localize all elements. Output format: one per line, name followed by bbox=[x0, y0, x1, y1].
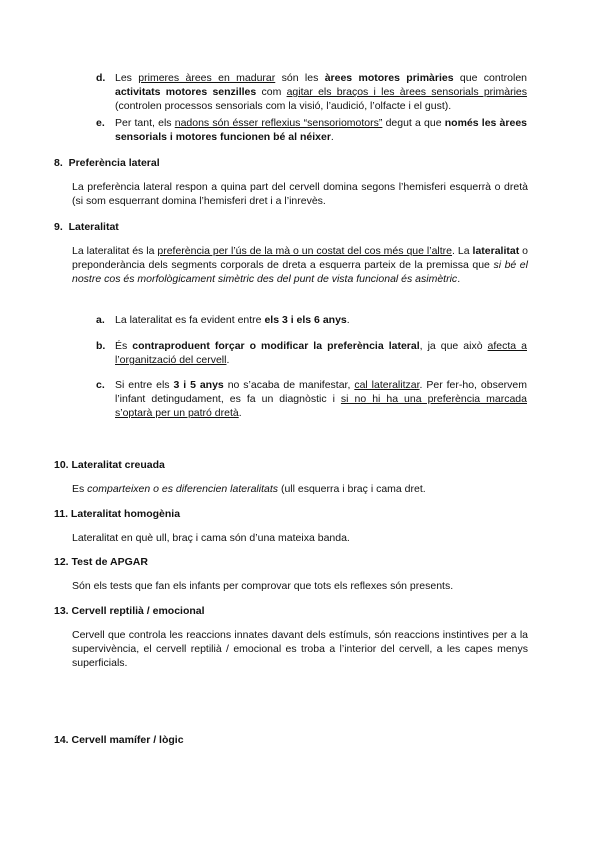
text-run: àrees motores primàries bbox=[324, 72, 454, 84]
text-run: . bbox=[457, 273, 461, 285]
paragraph-preferencia-lateral bbox=[72, 180, 528, 208]
text-run: (ull esquerra i braç i cama dret. bbox=[278, 483, 426, 495]
text-run: . Per fer-ho, observem l’infant detingudament, es fa un diagnòstic i bbox=[115, 379, 527, 405]
text-run: són les bbox=[275, 72, 325, 84]
list-label-e: e. bbox=[96, 117, 105, 129]
text-run: lateralitat bbox=[472, 245, 520, 257]
list-label-d: d. bbox=[96, 72, 106, 84]
text-run: cal lateralitzar bbox=[354, 379, 420, 391]
heading-cervell-reptilia: 13. Cervell reptilià / emocional bbox=[54, 605, 205, 617]
paragraph-cervell-reptilia bbox=[72, 628, 528, 670]
text-run: si no hi ha una preferència marcada s’optarà per un patró dretà bbox=[115, 393, 527, 419]
text-run: . bbox=[226, 354, 230, 366]
text-run: preferència per l’ús de la mà o un costat del cos més que l’altre bbox=[157, 245, 453, 257]
heading-preferencia-lateral: 8. Preferència lateral bbox=[54, 157, 160, 169]
text-run: Són els tests que fan els infants per comprovar que tots els reflexes són presents. bbox=[72, 580, 454, 592]
text-run: 3 i 5 anys bbox=[173, 379, 224, 391]
text-run: primeres àrees en madurar bbox=[138, 72, 276, 84]
list-label-b: b. bbox=[96, 340, 106, 352]
text-run: La lateralitat es fa evident entre bbox=[115, 314, 265, 326]
list-item-d bbox=[115, 71, 527, 113]
paragraph-lateralitat-homogenia bbox=[72, 531, 528, 545]
text-run: si bé el nostre cos és morfològicament simètric des del punt de vista funcional és asimètric bbox=[72, 259, 528, 285]
text-run: . bbox=[346, 314, 350, 326]
text-run: . La bbox=[452, 245, 473, 257]
text-run: , ja que això bbox=[419, 340, 488, 352]
text-run: (controlen processos sensorials com la visió, l’audició, l’olfacte i el gust). bbox=[115, 100, 452, 112]
text-run: no s’acaba de manifestar, bbox=[223, 379, 355, 391]
heading-cervell-mamifer: 14. Cervell mamífer / lògic bbox=[54, 734, 184, 746]
list-label-a: a. bbox=[96, 314, 105, 326]
paragraph-lateralitat bbox=[72, 244, 528, 286]
text-run: Es bbox=[72, 483, 88, 495]
text-run: afecta a l’organització del cervell bbox=[115, 340, 527, 366]
text-run: Si entre els bbox=[115, 379, 174, 391]
list-item-a bbox=[115, 313, 527, 327]
text-run: degut a que bbox=[382, 117, 445, 129]
heading-test-apgar: 12. Test de APGAR bbox=[54, 556, 148, 568]
text-run: els 3 i els 6 anys bbox=[264, 314, 347, 326]
list-label-c: c. bbox=[96, 379, 105, 391]
text-run: nadons són ésser reflexius “sensoriomotors” bbox=[174, 117, 383, 129]
text-run: La preferència lateral respon a quina part del cervell domina segons l’hemisferi esquerrà o dretà (si som esquerrant domina l’hemisferi dret i a l’inrevès. bbox=[72, 181, 528, 207]
text-run: comparteixen o es diferencien lateralitats bbox=[87, 483, 279, 495]
heading-lateralitat-homogenia: 11. Lateralitat homogènia bbox=[54, 508, 181, 520]
text-run: agitar els braços i les àrees sensorials primàries bbox=[286, 86, 528, 98]
text-run: o preponderància dels segments corporals de dreta a esquerra parteix de la premissa que bbox=[72, 245, 529, 271]
text-run: Cervell que controla les reaccions innates davant dels estímuls, són reaccions instintives per a la supervivència, el cervell reptilià / emocional es troba a l’interior del cervell, a les capes menys superficials. bbox=[72, 629, 528, 669]
text-run: És bbox=[115, 340, 133, 352]
text-run: . bbox=[238, 407, 242, 419]
text-run: Lateralitat en què ull, braç i cama són d’una mateixa banda. bbox=[72, 532, 350, 544]
paragraph-lateralitat-creuada bbox=[72, 482, 528, 496]
heading-lateralitat: 9. Lateralitat bbox=[54, 221, 119, 233]
text-run: com bbox=[256, 86, 287, 98]
text-run: Les bbox=[115, 72, 139, 84]
text-run: Per tant, els bbox=[115, 117, 175, 129]
text-run: . bbox=[330, 131, 334, 143]
list-item-b bbox=[115, 339, 527, 367]
list-item-e bbox=[115, 116, 527, 144]
text-run: La lateralitat és la bbox=[72, 245, 158, 257]
text-run: activitats motores senzilles bbox=[115, 86, 257, 98]
text-run: que controlen bbox=[453, 72, 528, 84]
text-run: només les àrees sensorials i motores funcionen bé al néixer bbox=[115, 117, 527, 143]
list-item-c bbox=[115, 378, 527, 420]
heading-lateralitat-creuada: 10. Lateralitat creuada bbox=[54, 459, 165, 471]
paragraph-test-apgar bbox=[72, 579, 528, 593]
text-run: contraproduent forçar o modificar la preferència lateral bbox=[132, 340, 420, 352]
